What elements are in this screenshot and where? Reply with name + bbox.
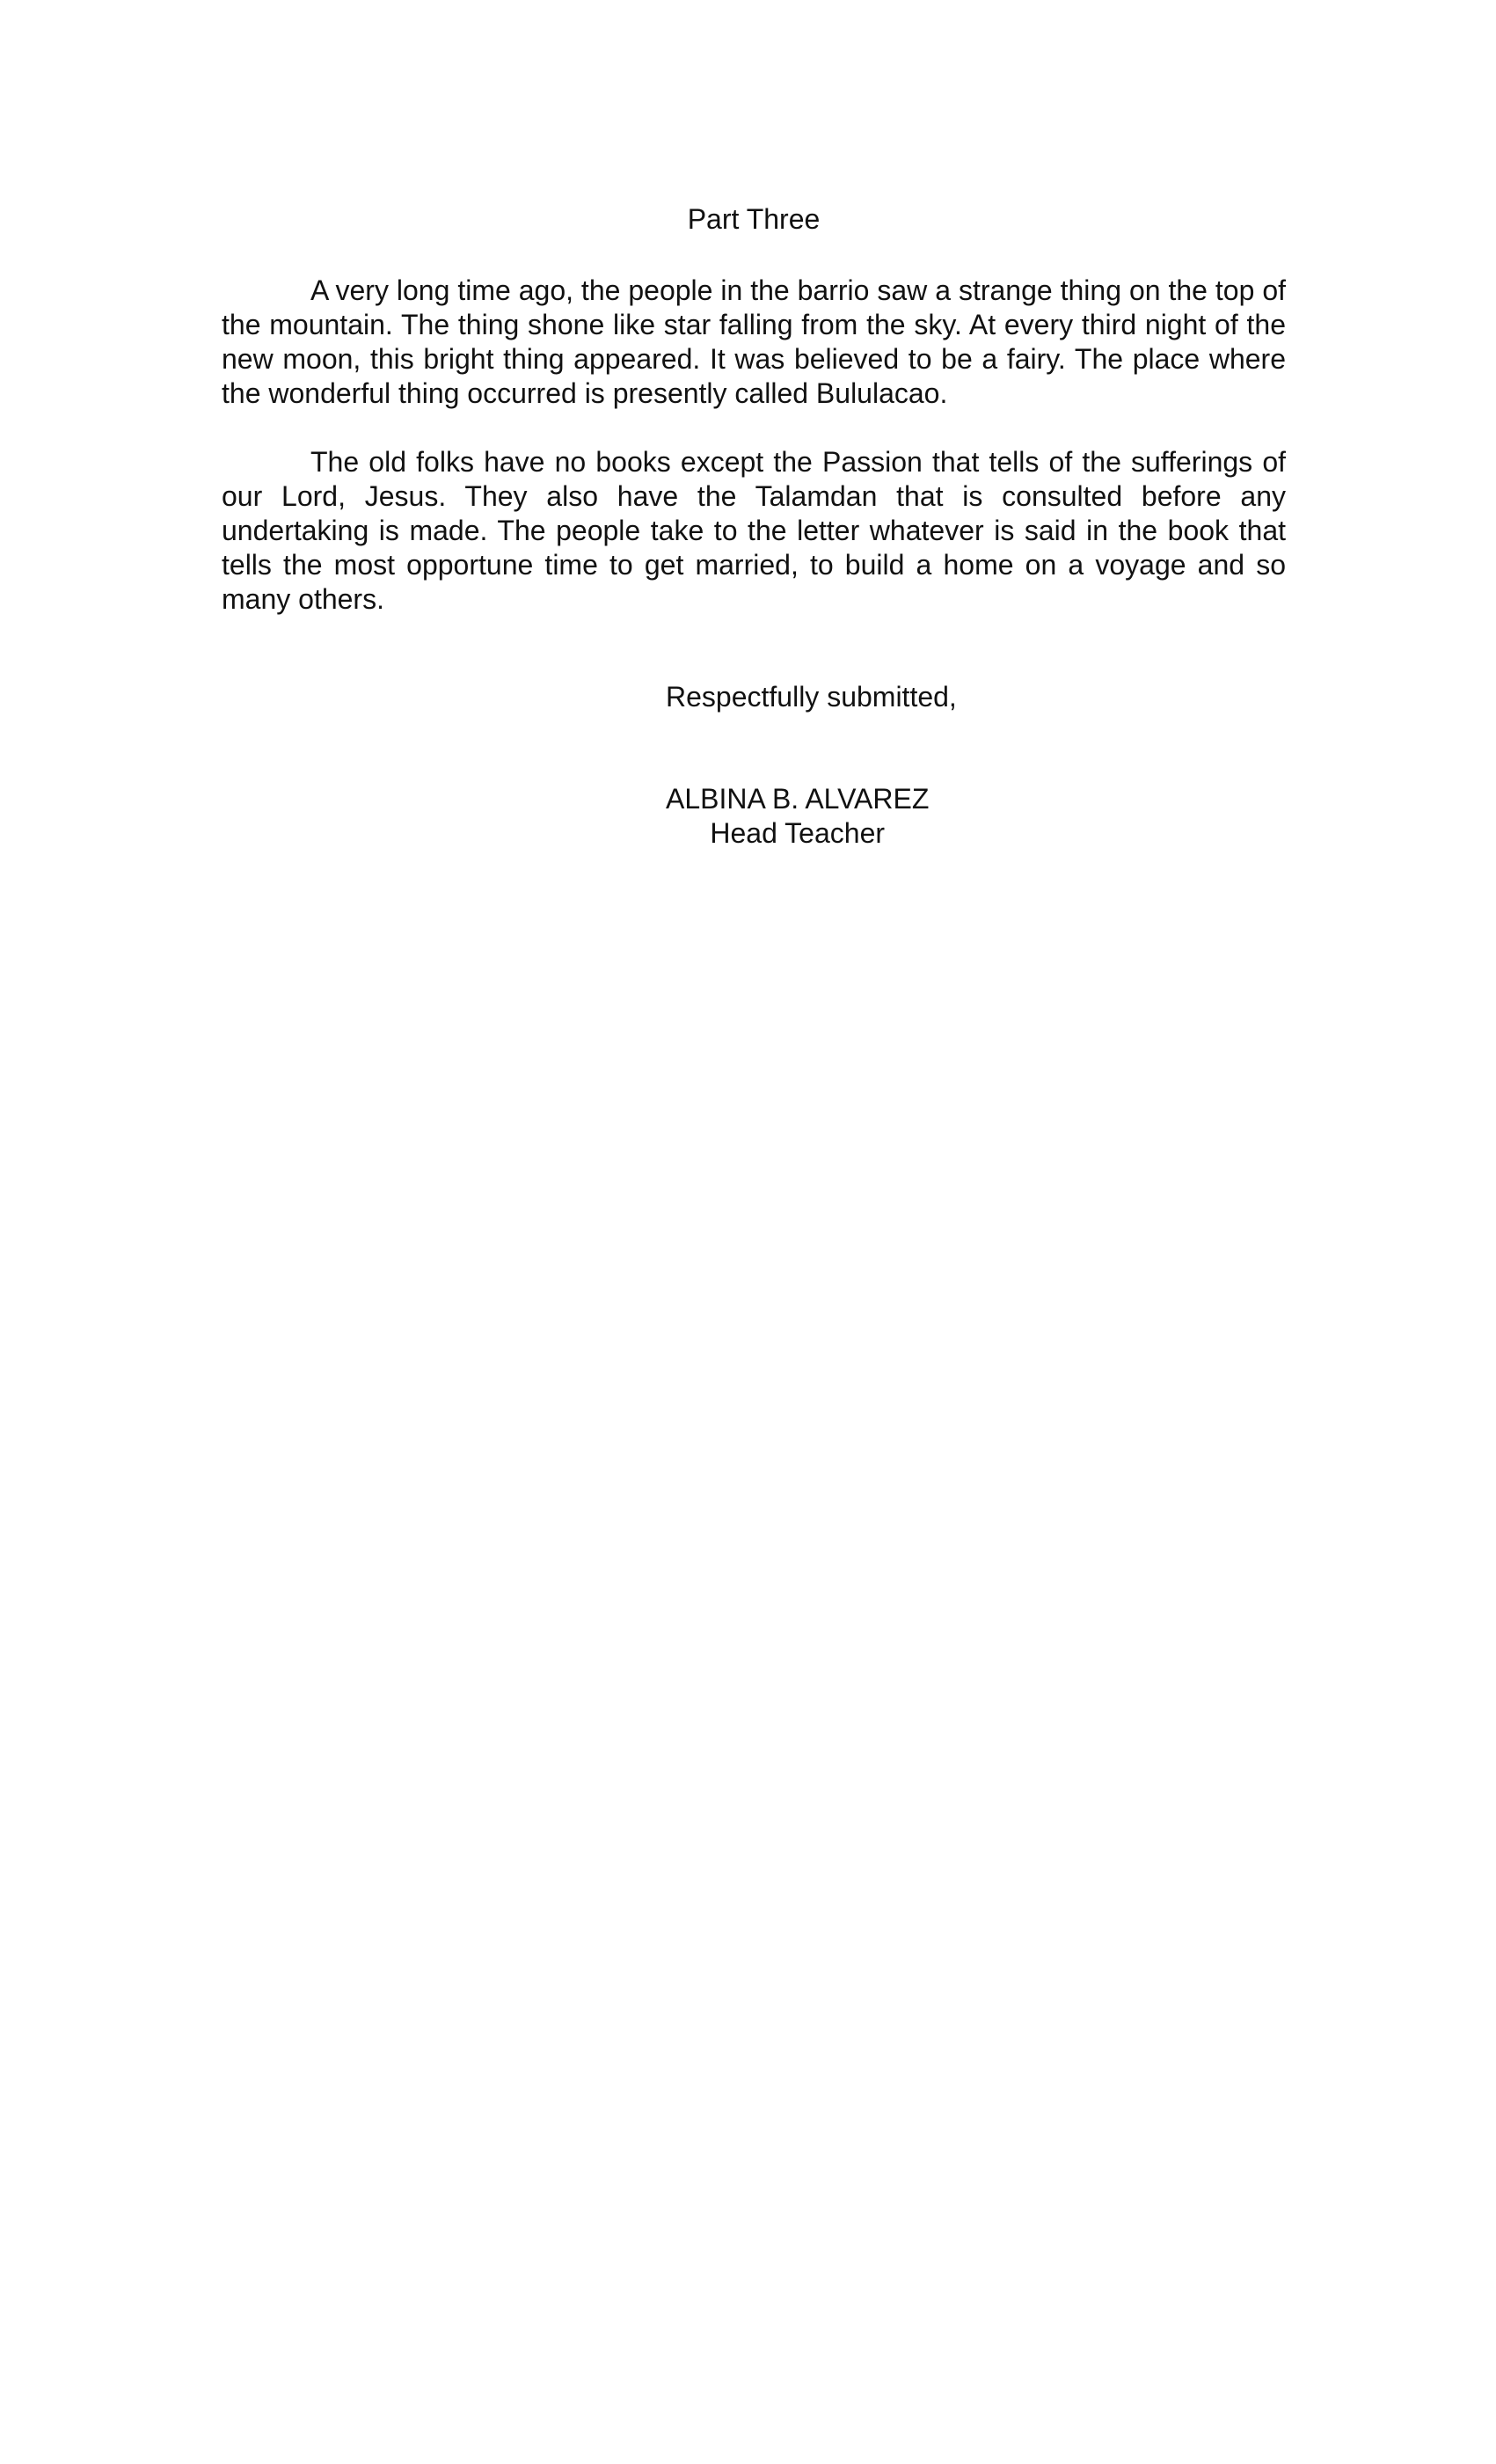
section-heading: Part Three bbox=[687, 203, 821, 235]
closing-line: Respectfully submitted, bbox=[666, 681, 957, 713]
paragraph-legend: A very long time ago, the people in the barrio saw a strange thing on the top of the mountain. The thing shone like star falling from the sky. At every third night of the new moon, this bright thing appeared. It was believed to be a fairy. The place where the wonderful thing occurred is presently called Bululacao. bbox=[222, 274, 1286, 409]
document-body bbox=[222, 202, 1286, 651]
signature-block bbox=[666, 782, 929, 851]
paragraph-books: The old folks have no books except the Passion that tells of the sufferings of our Lord, Jesus. They also have the Talamdan that is consulted before any undertaking is made. The people take to the letter whatever is said in the book that tells the most opportune time to get married, to build a home on a voyage and so many others. bbox=[222, 446, 1286, 615]
signer-name: ALBINA B. ALVAREZ bbox=[666, 783, 930, 815]
signer-title: Head Teacher bbox=[710, 817, 886, 849]
